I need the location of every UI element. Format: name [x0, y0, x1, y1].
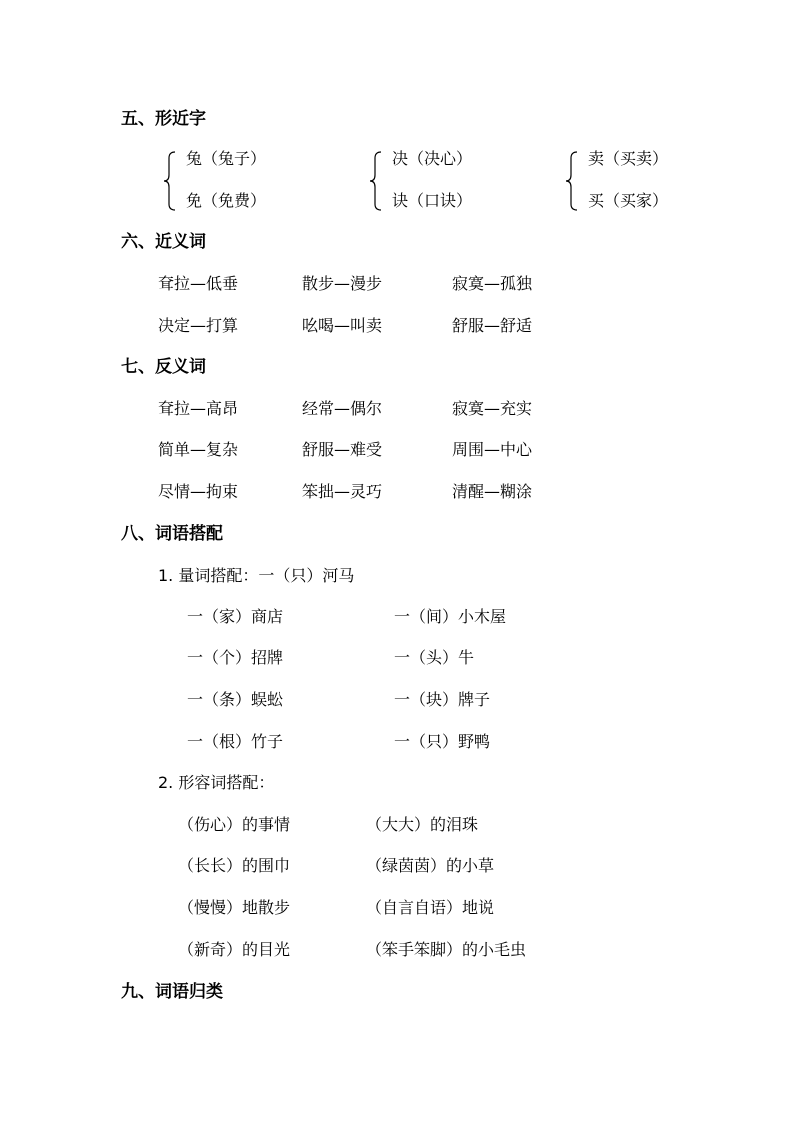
- section-9-title: 九、词语归类: [121, 982, 223, 1002]
- synonym-pair: 决定—打算: [158, 316, 239, 335]
- adjective-item: （慢慢）地散步: [178, 898, 291, 917]
- similar-char-3a: 卖（买卖）: [588, 149, 669, 168]
- antonym-pair: 尽情—拘束: [158, 482, 239, 501]
- antonym-pair: 经常—偶尔: [302, 399, 383, 418]
- antonym-pair: 耷拉—高昂: [158, 399, 239, 418]
- similar-char-2b: 诀（口诀）: [392, 191, 473, 210]
- measure-word-item: 一（间）小木屋: [394, 607, 507, 626]
- measure-word-item: 一（块）牌子: [394, 690, 491, 709]
- section-8-title: 八、词语搭配: [121, 524, 223, 544]
- adjective-item: （新奇）的目光: [178, 940, 291, 959]
- brace-icon: [163, 150, 177, 212]
- synonym-pair: 吆喝—叫卖: [302, 316, 383, 335]
- brace-icon: [565, 150, 579, 212]
- similar-char-1a: 兔（兔子）: [186, 149, 267, 168]
- antonym-pair: 周围—中心: [452, 440, 533, 459]
- subsection-1-label: 1. 量词搭配：一（只）河马: [158, 566, 355, 585]
- measure-word-item: 一（只）野鸭: [394, 732, 491, 751]
- similar-char-2a: 决（决心）: [392, 149, 473, 168]
- subsection-2-label: 2. 形容词搭配：: [158, 773, 275, 792]
- section-6-title: 六、近义词: [121, 232, 206, 252]
- antonym-pair: 寂寞—充实: [452, 399, 533, 418]
- antonym-pair: 简单—复杂: [158, 440, 239, 459]
- section-5-title: 五、形近字: [121, 109, 206, 129]
- section-7-title: 七、反义词: [121, 357, 206, 377]
- antonym-pair: 舒服—难受: [302, 440, 383, 459]
- brace-icon: [369, 150, 383, 212]
- measure-word-item: 一（头）牛: [394, 648, 475, 667]
- similar-char-1b: 免（免费）: [186, 191, 267, 210]
- measure-word-item: 一（根）竹子: [187, 732, 284, 751]
- antonym-pair: 笨拙—灵巧: [302, 482, 383, 501]
- antonym-pair: 清醒—糊涂: [452, 482, 533, 501]
- adjective-item: （自言自语）地说: [366, 898, 495, 917]
- synonym-pair: 散步—漫步: [302, 274, 383, 293]
- synonym-pair: 耷拉—低垂: [158, 274, 239, 293]
- measure-word-item: 一（条）蜈蚣: [187, 690, 284, 709]
- adjective-item: （长长）的围巾: [178, 856, 291, 875]
- adjective-item: （伤心）的事情: [178, 815, 291, 834]
- synonym-pair: 舒服—舒适: [452, 316, 533, 335]
- similar-char-3b: 买（买家）: [588, 191, 669, 210]
- adjective-item: （绿茵茵）的小草: [366, 856, 495, 875]
- adjective-item: （笨手笨脚）的小毛虫: [366, 940, 527, 959]
- measure-word-item: 一（家）商店: [187, 607, 284, 626]
- synonym-pair: 寂寞—孤独: [452, 274, 533, 293]
- adjective-item: （大大）的泪珠: [366, 815, 479, 834]
- measure-word-item: 一（个）招牌: [187, 648, 284, 667]
